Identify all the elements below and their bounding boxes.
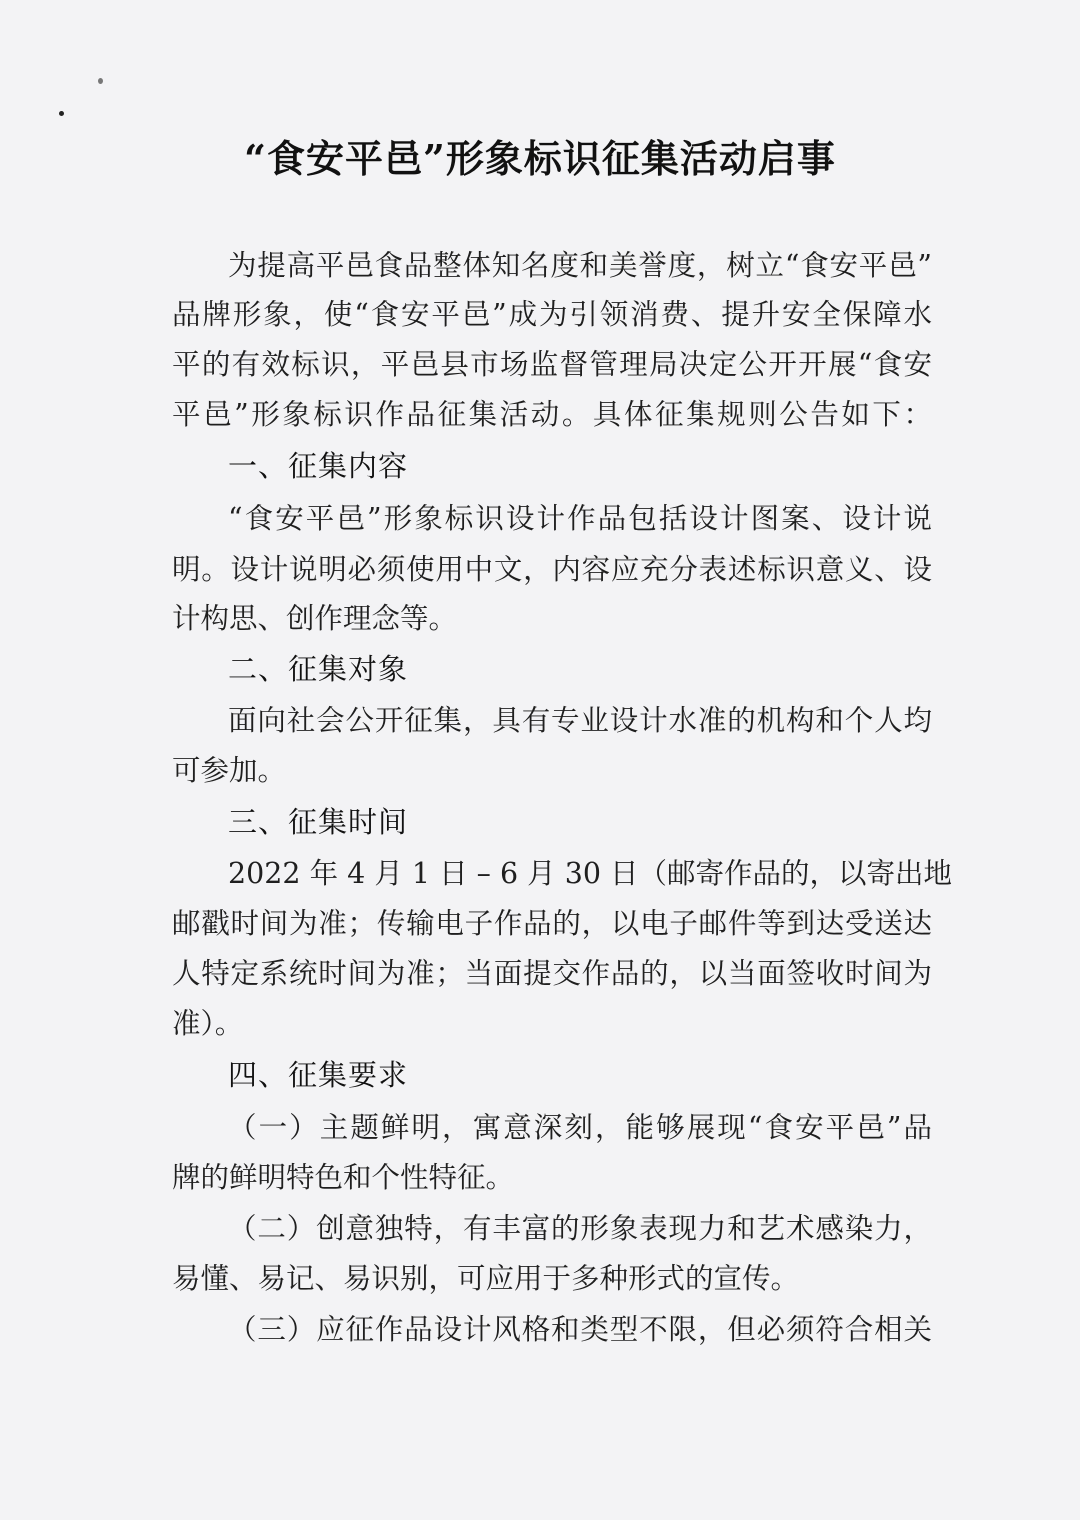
section-line: （二）创意独特，有丰富的形象表现力和艺术感染力，: [228, 1212, 932, 1245]
paper-speck: [59, 111, 64, 116]
section-line: 明。设计说明必须使用中文，内容应充分表述标识意义、设: [172, 553, 932, 586]
section-line: 准）。: [172, 1007, 244, 1040]
section-heading: 一、征集内容: [228, 449, 409, 483]
section-line: 人特定系统时间为准；当面提交作品的，以当面签收时间为: [172, 957, 932, 990]
section-line: 牌的鲜明特色和个性特征。: [172, 1161, 515, 1194]
section-line: 计构思、创作理念等。: [172, 602, 458, 635]
section-line: 易懂、易记、易识别，可应用于多种形式的宣传。: [172, 1262, 800, 1295]
intro-line: 平的有效标识，平邑县市场监督管理局决定公开开展“食安: [172, 348, 932, 381]
section-heading: 三、征集时间: [228, 805, 409, 839]
intro-line: 平邑”形象标识作品征集活动。具体征集规则公告如下：: [172, 398, 932, 431]
intro-line: 品牌形象，使“食安平邑”成为引领消费、提升安全保障水: [172, 298, 932, 331]
section-line: 2022 年 4 月 1 日 – 6 月 30 日（邮寄作品的，以寄出地: [228, 857, 953, 890]
section-line: 面向社会公开征集，具有专业设计水准的机构和个人均: [228, 704, 932, 737]
section-line: 可参加。: [172, 754, 287, 787]
paper-speck: [98, 78, 103, 84]
section-line: 邮戳时间为准；传输电子作品的，以电子邮件等到达受送达: [172, 907, 932, 940]
intro-line: 为提高平邑食品整体知名度和美誉度，树立“食安平邑”: [228, 249, 932, 282]
document-title: “食安平邑”形象标识征集活动启事: [244, 136, 836, 181]
section-line: （三）应征作品设计风格和类型不限，但必须符合相关: [228, 1313, 932, 1346]
section-heading: 四、征集要求: [228, 1058, 409, 1092]
section-heading: 二、征集对象: [228, 652, 409, 686]
section-line: （一）主题鲜明，寓意深刻，能够展现“食安平邑”品: [228, 1111, 932, 1144]
section-line: “食安平邑”形象标识设计作品包括设计图案、设计说: [228, 502, 932, 535]
